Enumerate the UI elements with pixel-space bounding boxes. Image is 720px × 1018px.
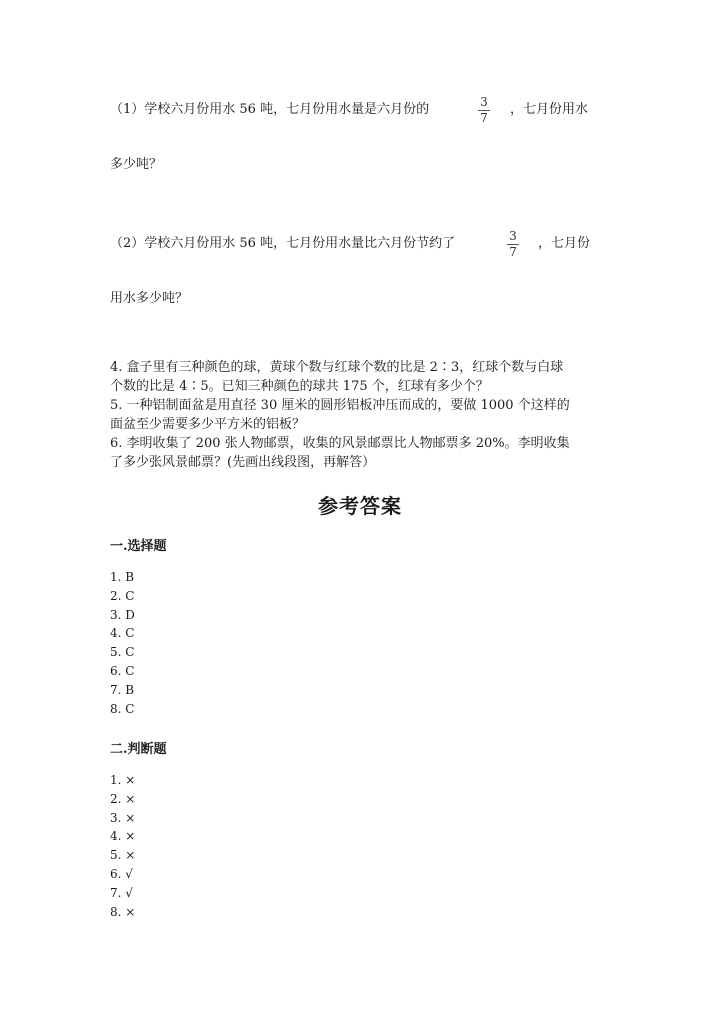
list-item: 7. √: [110, 885, 133, 900]
fraction-denominator: 7: [480, 111, 488, 125]
problem-6-line-1: 6. 李明收集了 200 张人物邮票，收集的风景邮票比人物邮票多 20%。李明收集: [110, 436, 570, 451]
list-item: 5. C: [110, 645, 135, 660]
fraction-numerator: 3: [480, 95, 488, 109]
list-item: 4. C: [110, 626, 135, 641]
list-item: 1. B: [110, 570, 135, 584]
problem-6-line-2: 了多少张风景邮票？(先画出线段图，再解答）: [110, 455, 376, 470]
list-item: 3. D: [110, 607, 135, 622]
fraction-numerator: 3: [509, 229, 517, 243]
problem-2-line-1-tail: ，七月份: [538, 236, 591, 251]
list-item: 2. ×: [110, 791, 136, 806]
problem-5-line-1: 5. 一种铝制面盆是用直径 30 厘米的圆形铝板冲压而成的，要做 1000 个这样的: [110, 398, 570, 413]
problem-1-line-2: 多少吨？: [110, 157, 163, 172]
list-item: 8. ×: [110, 904, 136, 919]
problem-1-line-1: （1）学校六月份用水 56 吨，七月份用水量是六月份的: [110, 102, 430, 117]
list-item: 8. C: [110, 701, 135, 716]
fraction-denominator: 7: [509, 245, 517, 259]
section-judge-heading: 二.判断题: [110, 742, 167, 757]
choice-answers-list: [110, 568, 135, 718]
problem-1-fraction: [478, 96, 490, 125]
problem-2-line-1: （2）学校六月份用水 56 吨，七月份用水量比六月份节约了: [110, 236, 456, 251]
list-item: 7. B: [110, 682, 135, 697]
section-choice-heading: 一.选择题: [110, 539, 167, 554]
list-item: 4. ×: [110, 829, 136, 844]
judge-answers-list: [110, 771, 135, 921]
problem-4-line-2: 个数的比是 4∶5。已知三种颜色的球共 175 个，红球有多少个？: [110, 379, 489, 394]
list-item: 2. C: [110, 588, 135, 603]
list-item: 5. ×: [110, 848, 136, 863]
problem-2-line-2: 用水多少吨？: [110, 291, 189, 306]
problem-2-fraction: [507, 230, 519, 259]
problem-4-line-1: 4. 盒子里有三种颜色的球，黄球个数与红球个数的比是 2∶3，红球个数与白球: [110, 360, 564, 375]
list-item: 6. √: [110, 866, 133, 881]
problem-1-line-1-tail: ，七月份用水: [510, 102, 589, 117]
list-item: 6. C: [110, 663, 135, 678]
problem-5-line-2: 面盆至少需要多少平方米的铝板？: [110, 417, 306, 432]
list-item: 1. ×: [110, 773, 136, 787]
list-item: 3. ×: [110, 810, 136, 825]
answers-title: 参考答案: [318, 494, 402, 518]
